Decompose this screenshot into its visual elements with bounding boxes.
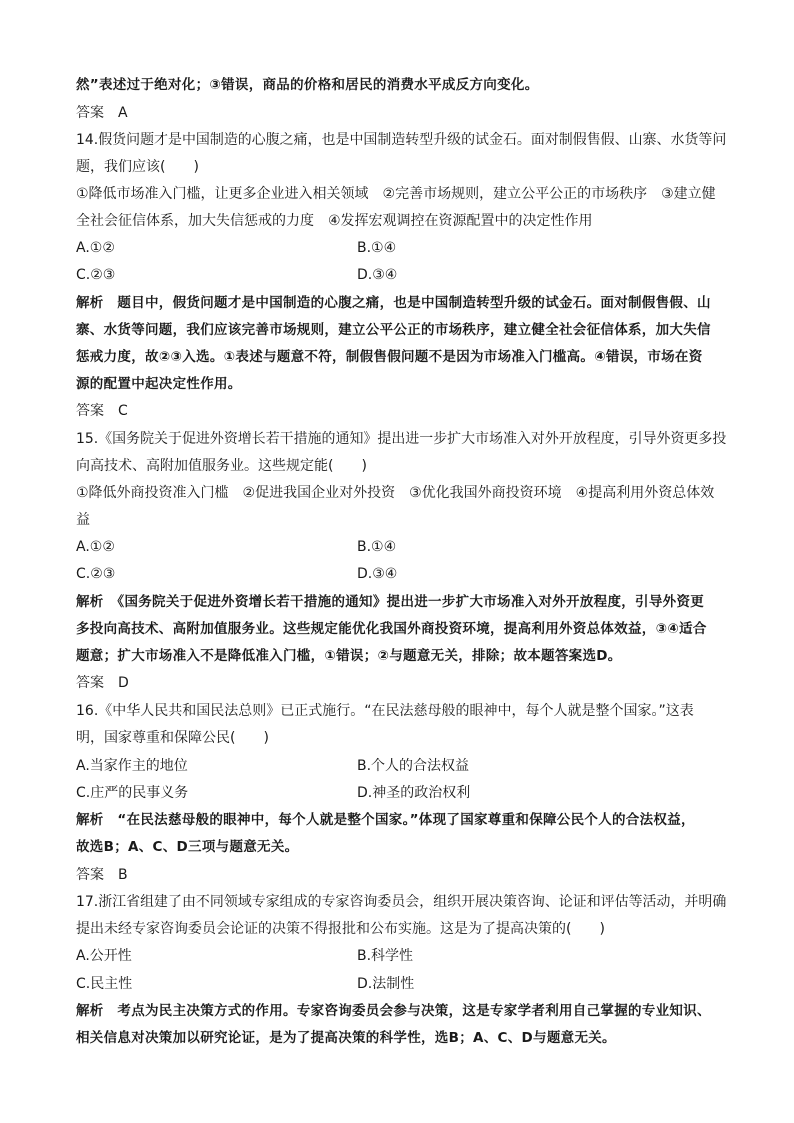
analysis-line: 故选B；A、C、D三项与题意无关。 xyxy=(76,839,299,855)
statement-line: ①降低外商投资准入门槛 ②促进我国企业对外投资 ③优化我国外商投资环境 ④提高利用外资总体效 xyxy=(76,485,715,501)
analysis-line: 解析 题目中，假货问题才是中国制造的心腹之痛，也是中国制造转型升级的试金石。面对制假售假、山 xyxy=(76,295,711,311)
answer-line: 答案 D xyxy=(76,675,129,691)
option-a: A.①② xyxy=(76,539,115,555)
analysis-line: 多投向高技术、高附加值服务业。这些规定能优化我国外商投资环境，提高利用外资总体效益，③④适合 xyxy=(76,621,707,637)
question-line: 17.浙江省组建了由不同领域专家组成的专家咨询委员会，组织开展决策咨询、论证和评估等活动，并明确 xyxy=(76,894,727,910)
option-a: A.公开性 xyxy=(76,948,132,964)
question-line: 提出未经专家咨询委员会论证的决策不得报批和公布实施。这是为了提高决策的( ) xyxy=(76,921,605,937)
analysis-line: 解析 考点为民主决策方式的作用。专家咨询委员会参与决策，这是专家学者利用自己掌握的专业知识、 xyxy=(76,1003,711,1019)
answer-line: 答案 C xyxy=(76,403,128,419)
option-c: C.庄严的民事义务 xyxy=(76,785,189,801)
option-d: D.法制性 xyxy=(357,976,415,992)
analysis-line: 解析 “在民法慈母般的眼神中，每个人就是整个国家。”体现了国家尊重和保障公民个人的合法权益， xyxy=(76,812,695,828)
analysis-line: 然”表述过于绝对化；③错误，商品的价格和居民的消费水平成反方向变化。 xyxy=(76,77,539,93)
analysis-line: 惩戒力度，故②③入选。①表述与题意不符，制假售假问题不是因为市场准入门槛高。④错误，市场在资 xyxy=(76,349,703,365)
analysis-line: 相关信息对决策加以研究论证，是为了提高决策的科学性，选B；A、C、D与题意无关。 xyxy=(76,1030,616,1046)
option-a: A.①② xyxy=(76,240,115,256)
statement-line: 全社会征信体系，加大失信惩戒的力度 ④发挥宏观调控在资源配置中的决定性作用 xyxy=(76,213,593,229)
option-b: B.科学性 xyxy=(357,948,414,964)
option-b: B.个人的合法权益 xyxy=(357,758,470,774)
question-line: 向高技术、高附加值服务业。这些规定能( ) xyxy=(76,458,367,474)
option-d: D.③④ xyxy=(357,267,398,283)
analysis-line: 源的配置中起决定性作用。 xyxy=(76,376,242,392)
statement-line: ①降低市场准入门槛，让更多企业进入相关领域 ②完善市场规则，建立公平公正的市场秩序 ③建立健 xyxy=(76,186,716,202)
option-c: C.民主性 xyxy=(76,976,133,992)
option-b: B.①④ xyxy=(357,240,397,256)
option-d: D.神圣的政治权利 xyxy=(357,785,471,801)
question-line: 15.《国务院关于促进外资增长若干措施的通知》提出进一步扩大市场准入对外开放程度，引导外资更多投 xyxy=(76,431,727,447)
analysis-line: 解析 《国务院关于促进外资增长若干措施的通知》提出进一步扩大市场准入对外开放程度，引导外资更 xyxy=(76,594,705,610)
answer-line: 答案 A xyxy=(76,105,128,121)
option-c: C.②③ xyxy=(76,267,116,283)
option-b: B.①④ xyxy=(357,539,397,555)
answer-line: 答案 B xyxy=(76,867,128,883)
question-line: 明，国家尊重和保障公民( ) xyxy=(76,730,269,746)
option-a: A.当家作主的地位 xyxy=(76,758,188,774)
question-line: 16.《中华人民共和国民法总则》已正式施行。“在民法慈母般的眼神中，每个人就是整个国家。”这表 xyxy=(76,703,694,719)
statement-line: 益 xyxy=(76,512,90,528)
analysis-line: 寨、水货等问题，我们应该完善市场规则，建立公平公正的市场秩序，建立健全社会征信体系，加大失信 xyxy=(76,322,711,338)
option-c: C.②③ xyxy=(76,566,116,582)
analysis-line: 题意；扩大市场准入不是降低准入门槛，①错误；②与题意无关，排除；故本题答案选D。 xyxy=(76,648,622,664)
question-line: 题，我们应该( ) xyxy=(76,159,199,175)
option-d: D.③④ xyxy=(357,566,398,582)
question-line: 14.假货问题才是中国制造的心腹之痛，也是中国制造转型升级的试金石。面对制假售假、山寨、水货等问 xyxy=(76,132,727,148)
